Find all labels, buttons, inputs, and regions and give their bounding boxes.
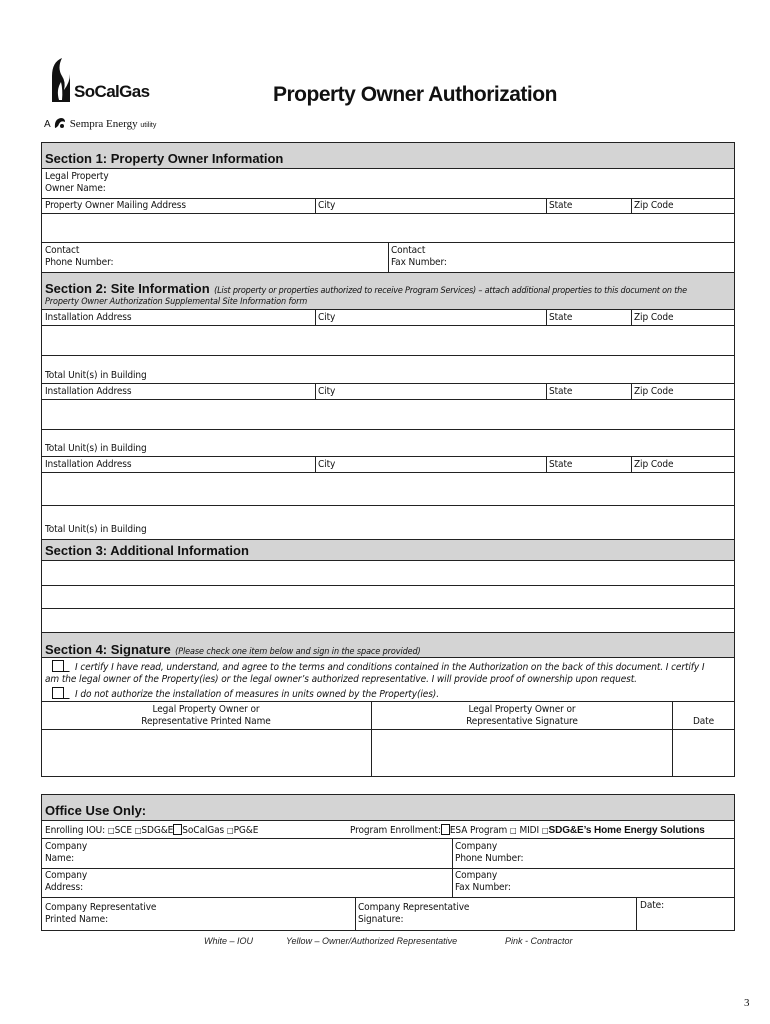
- mailing-address-input[interactable]: [43, 214, 733, 242]
- company-name-field[interactable]: Company Name:: [45, 841, 88, 864]
- section3-title: Section 3: Additional Information: [45, 543, 249, 558]
- legal-owner-name-field[interactable]: Legal Property Owner Name:: [45, 171, 109, 194]
- install-address-label-3: Installation Address: [45, 459, 132, 470]
- site3-zip-label: Zip Code: [634, 459, 674, 470]
- owner-date-input[interactable]: [673, 730, 733, 776]
- company-phone-field[interactable]: Company Phone Number:: [455, 841, 524, 864]
- date-header: Date: [692, 716, 715, 727]
- page-title: Property Owner Authorization: [273, 83, 557, 106]
- section1-state-label: State: [549, 200, 573, 211]
- owner-printed-name-header: Legal Property Owner or Representative Printed Name: [141, 704, 271, 727]
- additional-info-line-3[interactable]: [43, 609, 733, 631]
- page-number: 3: [744, 997, 750, 1009]
- program-midi[interactable]: MIDI: [519, 825, 540, 836]
- iou-sce[interactable]: SCE: [114, 825, 132, 836]
- owner-signature-input[interactable]: [372, 730, 671, 776]
- site1-address-input[interactable]: [43, 326, 733, 354]
- not-authorize-option: [44, 687, 439, 701]
- contact-fax-field[interactable]: Contact Fax Number:: [391, 245, 447, 268]
- enrolling-iou-label: Enrolling IOU:: [45, 825, 106, 836]
- section4-title: Section 4: Signature: [45, 642, 171, 657]
- sempra-swirl-icon: [53, 116, 67, 130]
- rep-printed-name-field[interactable]: Company Representative Printed Name:: [45, 902, 157, 925]
- iou-sdge[interactable]: SDG&E: [141, 825, 174, 836]
- site3-address-input[interactable]: [43, 473, 733, 503]
- program-esa[interactable]: ESA Program: [449, 825, 508, 836]
- additional-info-line-2[interactable]: [43, 586, 733, 608]
- footer-pink: Pink - Contractor: [505, 936, 573, 946]
- rep-date-field[interactable]: Date:: [640, 900, 665, 911]
- section4-title-row: [45, 641, 421, 659]
- tagline-company: Sempra Energy: [69, 118, 138, 130]
- program-enrollment-row: Program Enrollment: ESA Program □ MIDI □SDG&E’s Home Energy Solutions: [350, 825, 705, 836]
- owner-printed-name-input[interactable]: [43, 730, 370, 776]
- footer-yellow: Yellow – Owner/Authorized Representative: [286, 936, 458, 946]
- site1-city-label: City: [318, 312, 336, 323]
- program-sdge-hes[interactable]: SDG&E’s Home Energy Solutions: [548, 825, 705, 836]
- enrolling-iou-row: Enrolling IOU: □SCE □SDG&E SoCalGas □PG&E: [45, 825, 259, 836]
- certify-text-line2: am the legal owner of the Property(ies) or the legal owner’s authorized representative. I will provide proof of ownership upon request.: [45, 674, 637, 685]
- rep-signature-field[interactable]: Company Representative Signature:: [358, 902, 470, 925]
- certify-text-line1: I certify I have read, understand, and agree to the terms and conditions contained in the Authorization on the back of this document. I certify I: [75, 662, 705, 673]
- certify-checkbox[interactable]: [52, 660, 64, 672]
- site2-state-label: State: [549, 386, 573, 397]
- socalgas-logo: [44, 56, 174, 131]
- site2-zip-label: Zip Code: [634, 386, 674, 397]
- contact-phone-field[interactable]: Contact Phone Number:: [45, 245, 114, 268]
- certify-option: [44, 660, 734, 674]
- site2-city-label: City: [318, 386, 336, 397]
- section1-title: Section 1: Property Owner Information: [45, 151, 284, 166]
- section1-zip-label: Zip Code: [634, 200, 674, 211]
- site3-city-label: City: [318, 459, 336, 470]
- additional-info-line-1[interactable]: [43, 562, 733, 585]
- brand-name: SoCalGas: [74, 82, 150, 101]
- esa-program-checkbox[interactable]: [441, 824, 450, 835]
- not-authorize-text: I do not authorize the installation of measures in units owned by the Property(ies).: [75, 689, 439, 700]
- footer-white: White – IOU: [204, 936, 254, 946]
- section2-title: Section 2: Site Information: [45, 281, 210, 296]
- company-address-field[interactable]: Company Address:: [45, 870, 88, 893]
- iou-socalgas-checkbox[interactable]: [173, 824, 182, 835]
- total-units-label-1[interactable]: Total Unit(s) in Building: [45, 370, 147, 381]
- program-enrollment-label: Program Enrollment:: [350, 825, 441, 836]
- not-authorize-checkbox[interactable]: [52, 687, 64, 699]
- owner-signature-header: Legal Property Owner or Representative Signature: [466, 704, 578, 727]
- site3-state-label: State: [549, 459, 573, 470]
- section1-city-label: City: [318, 200, 336, 211]
- iou-pge[interactable]: PG&E: [233, 825, 259, 836]
- install-address-label-2: Installation Address: [45, 386, 132, 397]
- tagline-a: A: [44, 119, 51, 130]
- total-units-label-3[interactable]: Total Unit(s) in Building: [45, 524, 147, 535]
- site1-zip-label: Zip Code: [634, 312, 674, 323]
- mailing-address-label: Property Owner Mailing Address: [45, 200, 186, 211]
- iou-socalgas[interactable]: SoCalGas: [182, 825, 225, 836]
- total-units-label-2[interactable]: Total Unit(s) in Building: [45, 443, 147, 454]
- section2-note-line2: Property Owner Authorization Supplemental Site Information form: [45, 297, 308, 307]
- site1-state-label: State: [549, 312, 573, 323]
- tagline-suffix: utility: [140, 122, 157, 129]
- brand-tagline: [44, 116, 156, 130]
- section4-note: (Please check one item below and sign in the space provided): [175, 647, 421, 657]
- section2-note: (List property or properties authorized to receive Program Services) – attach additional properties to this document on the: [214, 286, 687, 296]
- company-fax-field[interactable]: Company Fax Number:: [455, 870, 511, 893]
- flame-logo-icon: [50, 56, 72, 104]
- site2-address-input[interactable]: [43, 400, 733, 428]
- office-use-title: Office Use Only:: [45, 803, 147, 818]
- install-address-label-1: Installation Address: [45, 312, 132, 323]
